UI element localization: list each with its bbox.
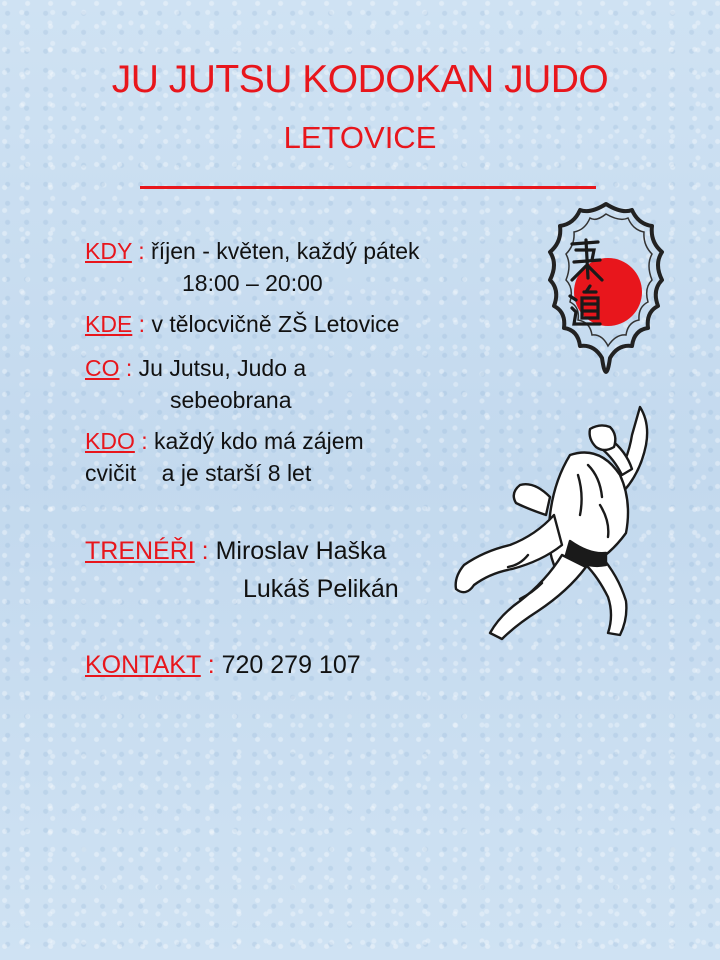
- kde-label: KDE: [85, 311, 133, 337]
- kontakt-label: KONTAKT: [85, 651, 201, 679]
- co-value: Ju Jutsu, Judo a: [132, 355, 307, 381]
- kontakt-value: 720 279 107: [214, 651, 361, 679]
- info-row-kdy: [85, 236, 420, 296]
- info-row-treneri: [85, 536, 399, 603]
- kontakt-separator: :: [200, 651, 215, 679]
- co-separator: :: [119, 355, 133, 381]
- page-title: JU JUTSU KODOKAN JUDO: [111, 58, 609, 101]
- kdo-separator: :: [134, 428, 148, 454]
- co-value-continued: sebeobrana: [170, 387, 292, 413]
- title-divider: [140, 186, 596, 189]
- judoka-throw-illustration: [450, 405, 665, 643]
- judo-kanji-emblem-icon: [536, 200, 676, 390]
- treneri-value: Miroslav Haška: [208, 537, 387, 565]
- info-row-kontakt: [85, 650, 361, 680]
- kdy-value: říjen - květen, každý pátek: [144, 238, 420, 264]
- kdo-value-continued: cvičit a je starší 8 let: [85, 460, 312, 486]
- kdy-value-continued: 18:00 – 20:00: [182, 270, 323, 296]
- kdo-label: KDO: [85, 428, 135, 454]
- kdy-separator: :: [131, 238, 145, 264]
- kde-value: v tělocvičně ZŠ Letovice: [145, 311, 400, 337]
- kdo-value: každý kdo má zájem: [147, 428, 364, 454]
- kde-separator: :: [132, 311, 146, 337]
- info-row-kdo: [85, 426, 364, 486]
- info-row-kde: [85, 309, 399, 339]
- page-subtitle: LETOVICE: [283, 120, 437, 155]
- co-label: CO: [85, 355, 120, 381]
- treneri-label: TRENÉŘI: [85, 537, 195, 565]
- kdy-label: KDY: [85, 238, 132, 264]
- info-row-co: [85, 353, 307, 413]
- treneri-separator: :: [194, 537, 209, 565]
- treneri-value-continued: Lukáš Pelikán: [243, 575, 399, 603]
